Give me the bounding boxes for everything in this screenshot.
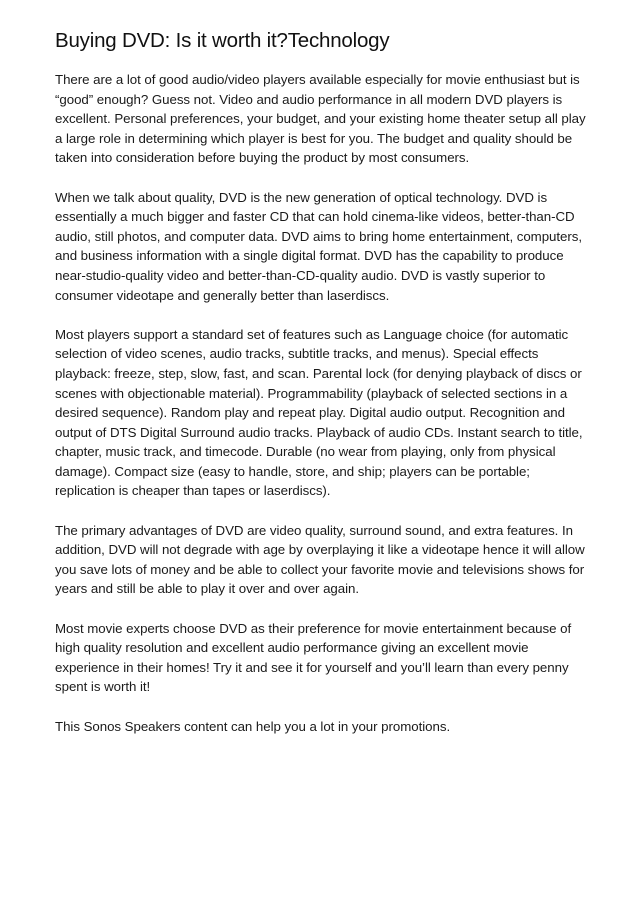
paragraph-experts: Most movie experts choose DVD as their preference for movie entertainment because of high quality resolution and excellent audio performance giving an excellent movie experience in their homes! Try it and see it for yourself and you’ll learn than every penny spent is worth it! <box>55 620 572 695</box>
paragraph-intro: There are a lot of good audio/video players available especially for movie enthusiast but is “good” enough? Guess not. Video and audio performance in all modern DVD players is excellent. Personal preferences, your budget, and your existing home theater setup all play a large role in determining which player is best for you. The budget and quality should be taken into consideration before buying the product by most consumers. <box>55 72 586 166</box>
paragraph-advantages: The primary advantages of DVD are video quality, surround sound, and extra features. In addition, DVD will not degrade with age by overplaying it like a videotape hence it will allow you save lots of money and be able to collect your favorite movie and televisions shows for years and still be able to play it over and over again. <box>55 522 585 597</box>
document-page <box>55 28 590 756</box>
page-title: Buying DVD: Is it worth it?Technology <box>55 29 390 52</box>
paragraph-features: Most players support a standard set of features such as Language choice (for automatic selection of video scenes, audio tracks, subtitle tracks, and menus). Special effects playback: freeze, step, slow, fast, and scan. Parental lock (for denying playback of discs or scenes with objectionable material). Programmability (playback of selected sections in a desired sequence). Random play and repeat play. Digital audio output. Recognition and output of DTS Digital Surround audio tracks. Playback of audio CDs. Instant search to title, chapter, music track, and timecode. Durable (no wear from playing, only from physical damage). Compact size (easy to handle, store, and ship; players can be portable; replication is cheaper than tapes or laserdiscs). <box>55 326 583 499</box>
paragraph-promotion: This Sonos Speakers content can help you a lot in your promotions. <box>55 718 451 734</box>
paragraph-quality: When we talk about quality, DVD is the new generation of optical technology. DVD is essentially a much bigger and faster CD that can hold cinema-like videos, better-than-CD audio, still photos, and computer data. DVD aims to bring home entertainment, computers, and business information with a single digital format. DVD has the capability to produce near-studio-quality video and better-than-CD-quality audio. DVD is vastly superior to consumer videotape and generally better than laserdiscs. <box>55 189 583 303</box>
